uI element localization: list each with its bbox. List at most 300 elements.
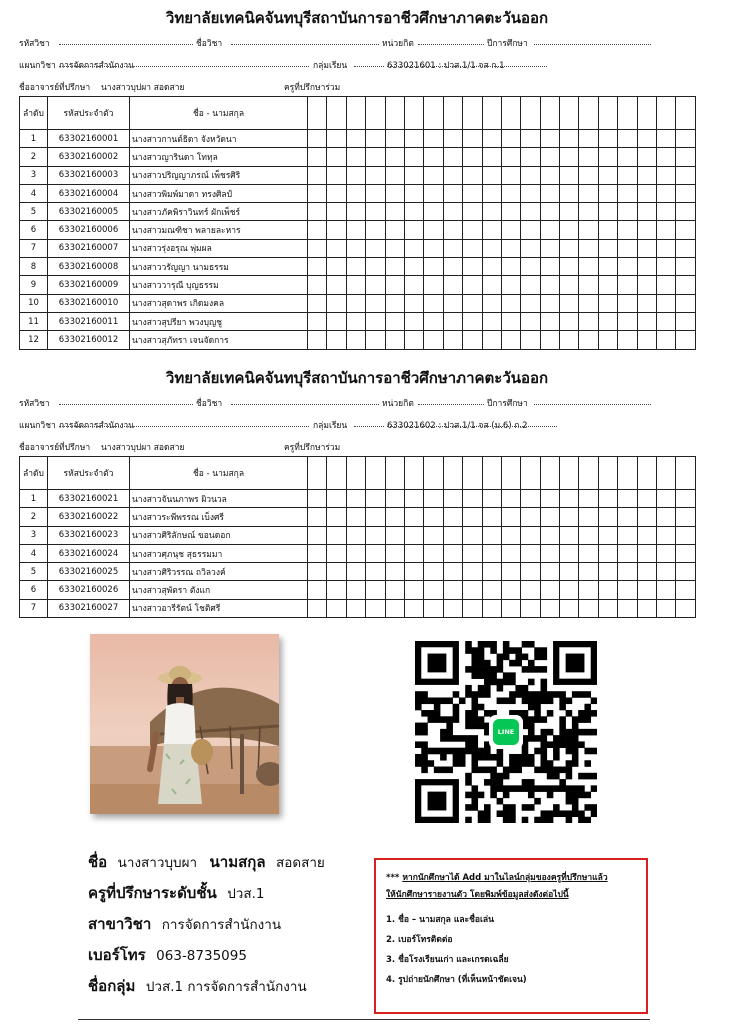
blank-cell [482,148,501,166]
blank-cell [637,312,656,330]
blank-cell [657,203,676,221]
blank-cell [308,490,327,508]
blank-cell [463,130,482,148]
blank-cell [579,490,598,508]
student-table [19,456,696,618]
blank-cell [346,526,365,544]
surname-label: นามสกุล [209,853,266,871]
student-name-cell: นางสาวสุพัตรา ตังแก [130,581,308,599]
student-name-cell: นางสาวกานต์ธิดา จังหวัดนา [130,130,308,148]
subject-name-label: ชื่อวิชา [196,399,223,409]
student-id-cell: 63302160007 [48,239,130,257]
blank-cell [482,276,501,294]
blank-header-cell [366,97,385,130]
blank-cell [463,203,482,221]
blank-cell [327,221,346,239]
student-id-cell: 63302160008 [48,258,130,276]
department-label: แผนกวิชา [19,61,56,71]
table-row [20,563,696,581]
table-header-row [20,457,696,490]
blank-header-cell [657,97,676,130]
blank-cell [424,148,443,166]
blank-header-cell [327,97,346,130]
blank-cell [676,526,695,544]
instruction-notice [374,858,648,1014]
blank-cell [482,130,501,148]
blank-cell [308,258,327,276]
blank-cell [676,331,695,349]
blank-cell [657,148,676,166]
notice-heading [386,870,636,904]
blank-cell [560,148,579,166]
blank-cell [424,563,443,581]
blank-header-cell [540,97,559,130]
blank-cell [404,544,423,562]
student-no-cell: 2 [20,508,48,526]
blank-cell [598,148,617,166]
blank-header-cell [598,97,617,130]
blank-cell [598,130,617,148]
blank-cell [346,184,365,202]
blank-cell [521,599,540,617]
group-label: กลุ่มเรียน [313,61,348,71]
table-row [20,490,696,508]
blank-cell [676,203,695,221]
blank-cell [327,258,346,276]
blank-cell [443,184,462,202]
blank-cell [346,221,365,239]
blank-cell [521,239,540,257]
blank-cell [366,526,385,544]
blank-cell [366,508,385,526]
blank-cell [308,203,327,221]
blank-cell [521,563,540,581]
blank-cell [560,239,579,257]
blank-cell [482,203,501,221]
blank-cell [676,239,695,257]
blank-cell [579,331,598,349]
notice-list [386,910,636,990]
major-row [88,912,368,943]
blank-cell [385,203,404,221]
department-blank [59,66,309,67]
blank-cell [521,526,540,544]
line-qr-code[interactable] [415,641,597,823]
form-line-subject [19,30,695,52]
blank-cell [308,581,327,599]
column-header-id: รหัสประจำตัว [48,97,130,130]
blank-cell [404,312,423,330]
blank-cell [540,490,559,508]
blank-cell [482,526,501,544]
blank-cell [540,581,559,599]
blank-cell [463,148,482,166]
phone-label: เบอร์โทร [88,946,146,964]
blank-cell [443,508,462,526]
blank-header-cell [404,457,423,490]
blank-cell [327,130,346,148]
column-header-no: ลำดับ [20,97,48,130]
column-header-name: ชื่อ - นามสกุล [130,457,308,490]
blank-cell [482,221,501,239]
blank-cell [366,581,385,599]
blank-cell [404,184,423,202]
blank-cell [463,166,482,184]
blank-header-cell [366,457,385,490]
blank-cell [404,148,423,166]
blank-cell [308,563,327,581]
blank-cell [560,130,579,148]
advisor-value: นางสาวบุปผา สอดสาย [101,83,185,93]
notice-item: 1. ชื่อ – นามสกุล และชื่อเล่น [386,915,494,925]
student-no-cell: 11 [20,312,48,330]
blank-cell [327,563,346,581]
blank-cell [598,276,617,294]
roster-sheet-2 [19,366,695,618]
blank-cell [540,184,559,202]
blank-cell [637,544,656,562]
roster-sheet-1 [19,6,695,350]
bottom-divider [78,1019,650,1020]
blank-cell [366,258,385,276]
blank-header-cell [540,457,559,490]
blank-cell [308,166,327,184]
blank-cell [676,258,695,276]
blank-cell [404,276,423,294]
blank-cell [366,294,385,312]
notice-item: 2. เบอร์โทรติดต่อ [386,935,453,945]
name-value: นางสาวบุบผา [117,855,198,871]
blank-cell [657,276,676,294]
blank-cell [540,508,559,526]
semester-blank [534,404,651,405]
blank-cell [501,294,520,312]
blank-cell [521,508,540,526]
blank-cell [443,239,462,257]
blank-cell [501,130,520,148]
group-row [88,974,368,1005]
blank-header-cell [579,97,598,130]
blank-cell [618,148,637,166]
co-advisor-label: ครูที่ปรึกษาร่วม [284,443,341,453]
blank-cell [579,294,598,312]
blank-cell [482,312,501,330]
college-title: วิทยาลัยเทคนิคจันทบุรีสถาบันการอาชีวศึกษาภาคตะวันออก [165,9,549,27]
blank-header-cell [443,457,462,490]
blank-cell [618,563,637,581]
blank-cell [618,184,637,202]
blank-header-cell [346,97,365,130]
blank-cell [560,312,579,330]
table-row [20,276,696,294]
phone-row [88,943,368,974]
blank-cell [308,221,327,239]
student-id-cell: 63302160006 [48,221,130,239]
blank-cell [598,239,617,257]
group-blank [387,426,557,427]
blank-cell [424,184,443,202]
blank-cell [366,276,385,294]
student-no-cell: 1 [20,130,48,148]
blank-cell [579,166,598,184]
form-line-advisor [19,434,695,456]
blank-cell [637,294,656,312]
blank-cell [637,221,656,239]
blank-cell [618,203,637,221]
level-value: ปวส.1 [227,886,265,902]
blank-cell [308,331,327,349]
blank-cell [618,239,637,257]
blank-cell [501,581,520,599]
blank-cell [618,331,637,349]
blank-cell [637,563,656,581]
blank-cell [637,203,656,221]
blank-cell [482,490,501,508]
blank-cell [657,166,676,184]
blank-cell [540,203,559,221]
blank-cell [443,294,462,312]
table-row [20,239,696,257]
blank-cell [618,276,637,294]
subject-code-blank [59,44,193,45]
blank-cell [598,203,617,221]
blank-header-cell [308,457,327,490]
blank-cell [327,544,346,562]
blank-cell [404,508,423,526]
blank-cell [618,258,637,276]
blank-cell [463,526,482,544]
blank-cell [579,581,598,599]
blank-cell [346,239,365,257]
student-id-cell: 63302160027 [48,599,130,617]
blank-cell [482,294,501,312]
student-id-cell: 63302160021 [48,490,130,508]
blank-cell [443,258,462,276]
student-name-cell: นางสาวจันนภาพร ผิวนวล [130,490,308,508]
blank-cell [657,508,676,526]
blank-header-cell [521,97,540,130]
blank-cell [637,331,656,349]
surname-value: สอดสาย [276,855,325,871]
blank-cell [443,331,462,349]
blank-cell [443,544,462,562]
blank-cell [540,221,559,239]
blank-cell [385,258,404,276]
blank-cell [560,258,579,276]
student-no-cell: 7 [20,239,48,257]
blank-cell [657,312,676,330]
co-advisor-label: ครูที่ปรึกษาร่วม [284,83,341,93]
blank-header-cell [618,97,637,130]
blank-cell [308,148,327,166]
blank-cell [463,221,482,239]
blank-cell [618,490,637,508]
blank-header-cell [482,97,501,130]
blank-cell [521,490,540,508]
blank-cell [463,239,482,257]
student-id-cell: 63302160011 [48,312,130,330]
blank-cell [657,294,676,312]
blank-cell [598,312,617,330]
blank-cell [637,184,656,202]
name-label: ชื่อ [88,853,108,871]
blank-cell [560,508,579,526]
table-row [20,258,696,276]
blank-cell [501,148,520,166]
blank-cell [637,276,656,294]
blank-cell [463,184,482,202]
blank-cell [637,581,656,599]
blank-cell [346,258,365,276]
blank-cell [598,526,617,544]
beach-portrait-image [90,634,279,814]
blank-cell [424,526,443,544]
student-id-cell: 63302160023 [48,526,130,544]
student-no-cell: 8 [20,258,48,276]
student-name-cell: นางสาวภัคพิราวินทร์ ผักเพ็ชร์ [130,203,308,221]
blank-cell [443,312,462,330]
student-name-cell: นางสาวศิริลักษณ์ ขอนดอก [130,526,308,544]
blank-cell [657,258,676,276]
credit-blank [418,404,484,405]
blank-cell [676,130,695,148]
blank-cell [424,258,443,276]
student-name-cell: นางสาวสุปรียา พวงบุญชู [130,312,308,330]
blank-cell [443,276,462,294]
blank-cell [618,526,637,544]
blank-cell [521,221,540,239]
student-no-cell: 10 [20,294,48,312]
blank-cell [540,130,559,148]
blank-header-cell [560,457,579,490]
blank-cell [424,599,443,617]
blank-cell [618,544,637,562]
blank-header-cell [463,97,482,130]
blank-cell [404,258,423,276]
blank-cell [501,276,520,294]
blank-cell [579,130,598,148]
department-value: การจัดการสำนักงาน [59,61,135,71]
blank-cell [424,490,443,508]
group-leader-dots [354,66,384,67]
blank-cell [482,581,501,599]
blank-cell [346,203,365,221]
student-table [19,96,696,350]
blank-cell [501,526,520,544]
student-name-cell: นางสาวระพีพรรณ เบ็งศรี [130,508,308,526]
table-row [20,130,696,148]
blank-cell [385,276,404,294]
blank-cell [676,148,695,166]
blank-cell [501,563,520,581]
group-label: กลุ่มเรียน [313,421,348,431]
blank-cell [521,166,540,184]
blank-cell [308,130,327,148]
blank-cell [521,258,540,276]
blank-cell [482,184,501,202]
blank-cell [463,258,482,276]
student-id-cell: 63302160003 [48,166,130,184]
semester-label: ปีการศึกษา [487,39,528,49]
subject-name-label: ชื่อวิชา [196,39,223,49]
blank-cell [598,221,617,239]
student-name-cell: นางสาวมณฑิชา พลายละหาร [130,221,308,239]
group-label: ชื่อกลุ่ม [88,977,136,995]
blank-cell [560,563,579,581]
blank-cell [327,184,346,202]
level-row [88,881,368,912]
blank-header-cell [637,97,656,130]
blank-cell [618,508,637,526]
blank-cell [657,239,676,257]
student-no-cell: 5 [20,563,48,581]
advisor-photo [90,634,279,814]
blank-cell [424,239,443,257]
college-title: วิทยาลัยเทคนิคจันทบุรีสถาบันการอาชีวศึกษาภาคตะวันออก [165,369,549,387]
blank-cell [598,599,617,617]
blank-cell [579,148,598,166]
blank-cell [366,166,385,184]
blank-cell [443,166,462,184]
blank-cell [327,526,346,544]
blank-cell [657,490,676,508]
blank-cell [540,276,559,294]
blank-cell [385,294,404,312]
blank-cell [385,239,404,257]
blank-cell [308,294,327,312]
blank-cell [385,148,404,166]
blank-cell [385,544,404,562]
blank-cell [308,239,327,257]
blank-cell [346,294,365,312]
blank-cell [308,276,327,294]
group-leader-dots [354,426,384,427]
blank-header-cell [618,457,637,490]
blank-cell [560,490,579,508]
group-value: ปวส.1 การจัดการสำนักงาน [145,979,307,995]
blank-cell [443,526,462,544]
student-id-cell: 63302160025 [48,563,130,581]
blank-cell [501,184,520,202]
subject-name-blank [231,404,379,405]
blank-cell [404,239,423,257]
blank-cell [346,508,365,526]
blank-cell [618,294,637,312]
blank-cell [618,221,637,239]
blank-cell [424,331,443,349]
student-id-cell: 63302160004 [48,184,130,202]
blank-cell [385,599,404,617]
notice-stars: *** [386,873,400,883]
blank-cell [346,148,365,166]
blank-cell [404,221,423,239]
blank-cell [463,599,482,617]
phone-value: 063-8735095 [156,948,247,964]
blank-cell [327,312,346,330]
blank-cell [598,581,617,599]
blank-cell [366,563,385,581]
blank-cell [501,221,520,239]
blank-cell [327,508,346,526]
blank-cell [327,148,346,166]
column-header-no: ลำดับ [20,457,48,490]
blank-cell [366,239,385,257]
blank-cell [366,490,385,508]
subject-code-blank [59,404,193,405]
blank-cell [540,331,559,349]
blank-cell [521,312,540,330]
student-no-cell: 3 [20,526,48,544]
